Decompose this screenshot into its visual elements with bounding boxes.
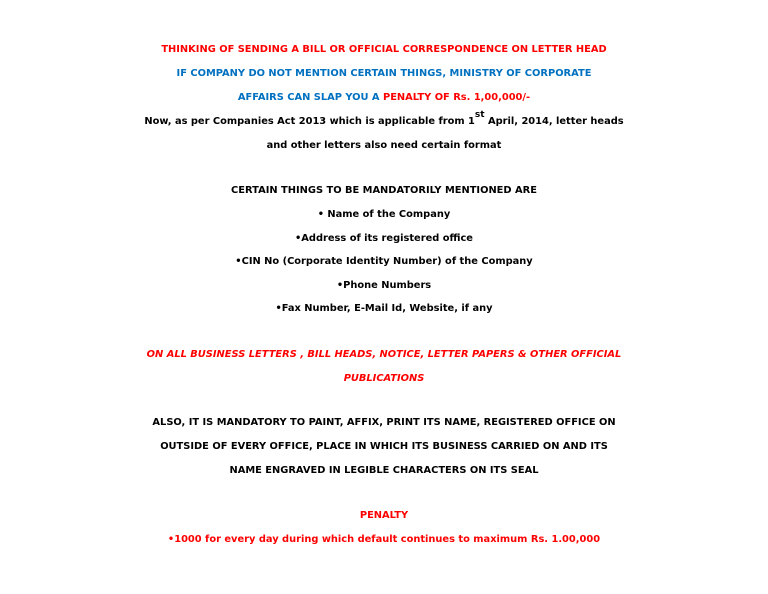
- also-line-2: OUTSIDE OF EVERY OFFICE, PLACE IN WHICH ITS BUSINESS CARRIED ON AND ITS: [160, 441, 608, 452]
- penalty-amount: PENALTY OF Rs. 1,00,000/-: [382, 92, 531, 103]
- applies-line-2: PUBLICATIONS: [343, 373, 425, 384]
- mandatory-item: • Name of the Company: [317, 209, 451, 220]
- header-line-2: IF COMPANY DO NOT MENTION CERTAIN THINGS, MINISTRY OF CORPORATE: [176, 68, 592, 79]
- mandatory-item: •Phone Numbers: [336, 280, 432, 291]
- intro-line-2: and other letters also need certain format: [266, 140, 502, 151]
- mandatory-item: •CIN No (Corporate Identity Number) of the Company: [235, 256, 533, 267]
- header-line-3-blue: AFFAIRS CAN SLAP YOU A: [237, 92, 383, 103]
- header-line-3: [0, 88, 768, 108]
- intro-line-1-a: Now, as per Companies Act 2013 which is applicable from 1: [144, 116, 475, 127]
- penalty-heading: PENALTY: [359, 510, 409, 521]
- also-line-1: ALSO, IT IS MANDATORY TO PAINT, AFFIX, PRINT ITS NAME, REGISTERED OFFICE ON: [152, 417, 616, 428]
- header-line-1: THINKING OF SENDING A BILL OR OFFICIAL CORRESPONDENCE ON LETTER HEAD: [161, 44, 607, 55]
- mandatory-heading: CERTAIN THINGS TO BE MANDATORILY MENTIONED ARE: [231, 185, 537, 196]
- mandatory-item: •Address of its registered office: [295, 233, 473, 244]
- intro-superscript: st: [474, 110, 485, 120]
- intro-line-1-b: April, 2014, letter heads: [484, 116, 624, 127]
- intro-line-1: [0, 112, 768, 132]
- also-line-3: NAME ENGRAVED IN LEGIBLE CHARACTERS ON ITS SEAL: [229, 465, 539, 476]
- mandatory-item: •Fax Number, E-Mail Id, Website, if any: [275, 303, 493, 314]
- applies-line-1: ON ALL BUSINESS LETTERS , BILL HEADS, NOTICE, LETTER PAPERS & OTHER OFFICIAL: [146, 349, 622, 360]
- penalty-item: •1000 for every day during which default continues to maximum Rs. 1.00,000: [167, 534, 601, 545]
